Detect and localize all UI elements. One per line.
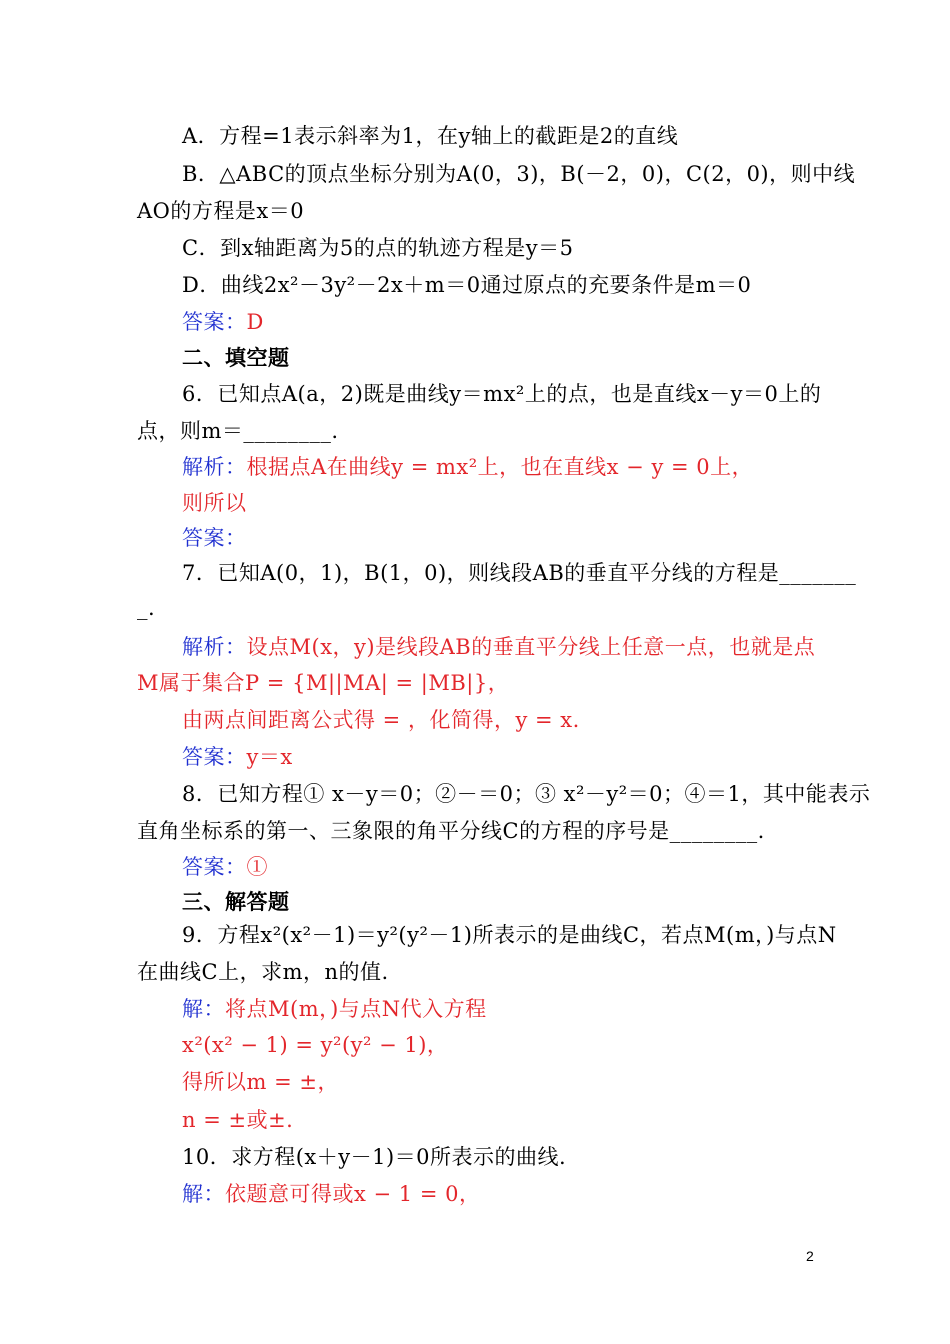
- analysis-text: 根据点A在曲线y = mx²上，也在直线x − y = 0上，: [246, 455, 754, 479]
- question-7: 7．已知A(0，1)，B(1，0)，则线段AB的垂直平分线的方程是_______: [182, 561, 857, 585]
- question-8-cont: 直角坐标系的第一、三象限的角平分线C的方程的序号是________.: [137, 819, 765, 843]
- analysis-label: 解析：: [182, 635, 247, 659]
- solution-10: [182, 1180, 480, 1208]
- question-9-cont: 在曲线C上，求m，n的值.: [137, 960, 389, 984]
- analysis-7: [182, 633, 815, 661]
- question-9: 9．方程x²(x²－1)＝y²(y²－1)所表示的是曲线C，若点M(m，)与点N: [182, 923, 837, 947]
- answer-label: 答案：: [182, 745, 247, 769]
- question-10: 10．求方程(x＋y－1)＝0所表示的曲线.: [182, 1145, 567, 1169]
- question-7-cont: _.: [137, 596, 156, 620]
- solution-9-step-3: n = ±或±.: [182, 1108, 294, 1132]
- answer-label: 答案：: [182, 855, 247, 879]
- answer-5: [182, 308, 264, 336]
- option-b-cont: AO的方程是x＝0: [137, 199, 305, 223]
- section-heading-fill-blank: 二、填空题: [182, 345, 290, 370]
- answer-value: y＝x: [246, 745, 293, 769]
- analysis-6-cont: 则所以: [182, 491, 247, 515]
- page-number: 2: [806, 1248, 814, 1264]
- answer-label: 答案：: [182, 526, 247, 550]
- answer-value: D: [246, 310, 264, 334]
- question-6-cont: 点，则m＝________.: [137, 419, 339, 443]
- answer-6: [182, 524, 247, 552]
- option-c: C．到x轴距离为5的点的轨迹方程是y＝5: [182, 236, 574, 260]
- option-b: B．△ABC的顶点坐标分别为A(0，3)，B(－2，0)，C(2，0)，则中线: [182, 162, 856, 186]
- analysis-7-cont-1: M属于集合P = {M||MA| = |MB|}，: [137, 671, 510, 695]
- solution-9: [182, 995, 487, 1023]
- answer-8: [182, 853, 268, 881]
- answer-value: ①: [246, 855, 268, 879]
- solution-9-step-1: x²(x² − 1) = y²(y² − 1)，: [182, 1033, 449, 1057]
- solution-text: 将点M(m，)与点N代入方程: [225, 997, 487, 1021]
- option-d: D．曲线2x²－3y²－2x＋m＝0通过原点的充要条件是m＝0: [182, 273, 752, 297]
- analysis-7-cont-2: 由两点间距离公式得 = ，化简得，y = x.: [182, 708, 580, 732]
- solution-label: 解：: [182, 1182, 225, 1206]
- question-8: 8．已知方程① x－y＝0；②－＝0；③ x²－y²＝0；④＝1，其中能表示: [182, 782, 871, 806]
- solution-9-step-2: 得所以m = ±，: [182, 1070, 339, 1094]
- analysis-text: 设点M(x，y)是线段AB的垂直平分线上任意一点，也就是点: [246, 635, 816, 659]
- solution-label: 解：: [182, 997, 225, 1021]
- analysis-6: [182, 453, 753, 481]
- answer-7: [182, 743, 293, 771]
- solution-text: 依题意可得或x − 1 = 0，: [225, 1182, 481, 1206]
- analysis-label: 解析：: [182, 455, 247, 479]
- section-heading-solve: 三、解答题: [182, 889, 290, 914]
- question-6: 6．已知点A(a，2)既是曲线y＝mx²上的点，也是直线x－y＝0上的: [182, 382, 822, 406]
- answer-label: 答案：: [182, 310, 247, 334]
- option-a: A．方程=1表示斜率为1，在y轴上的截距是2的直线: [182, 124, 679, 148]
